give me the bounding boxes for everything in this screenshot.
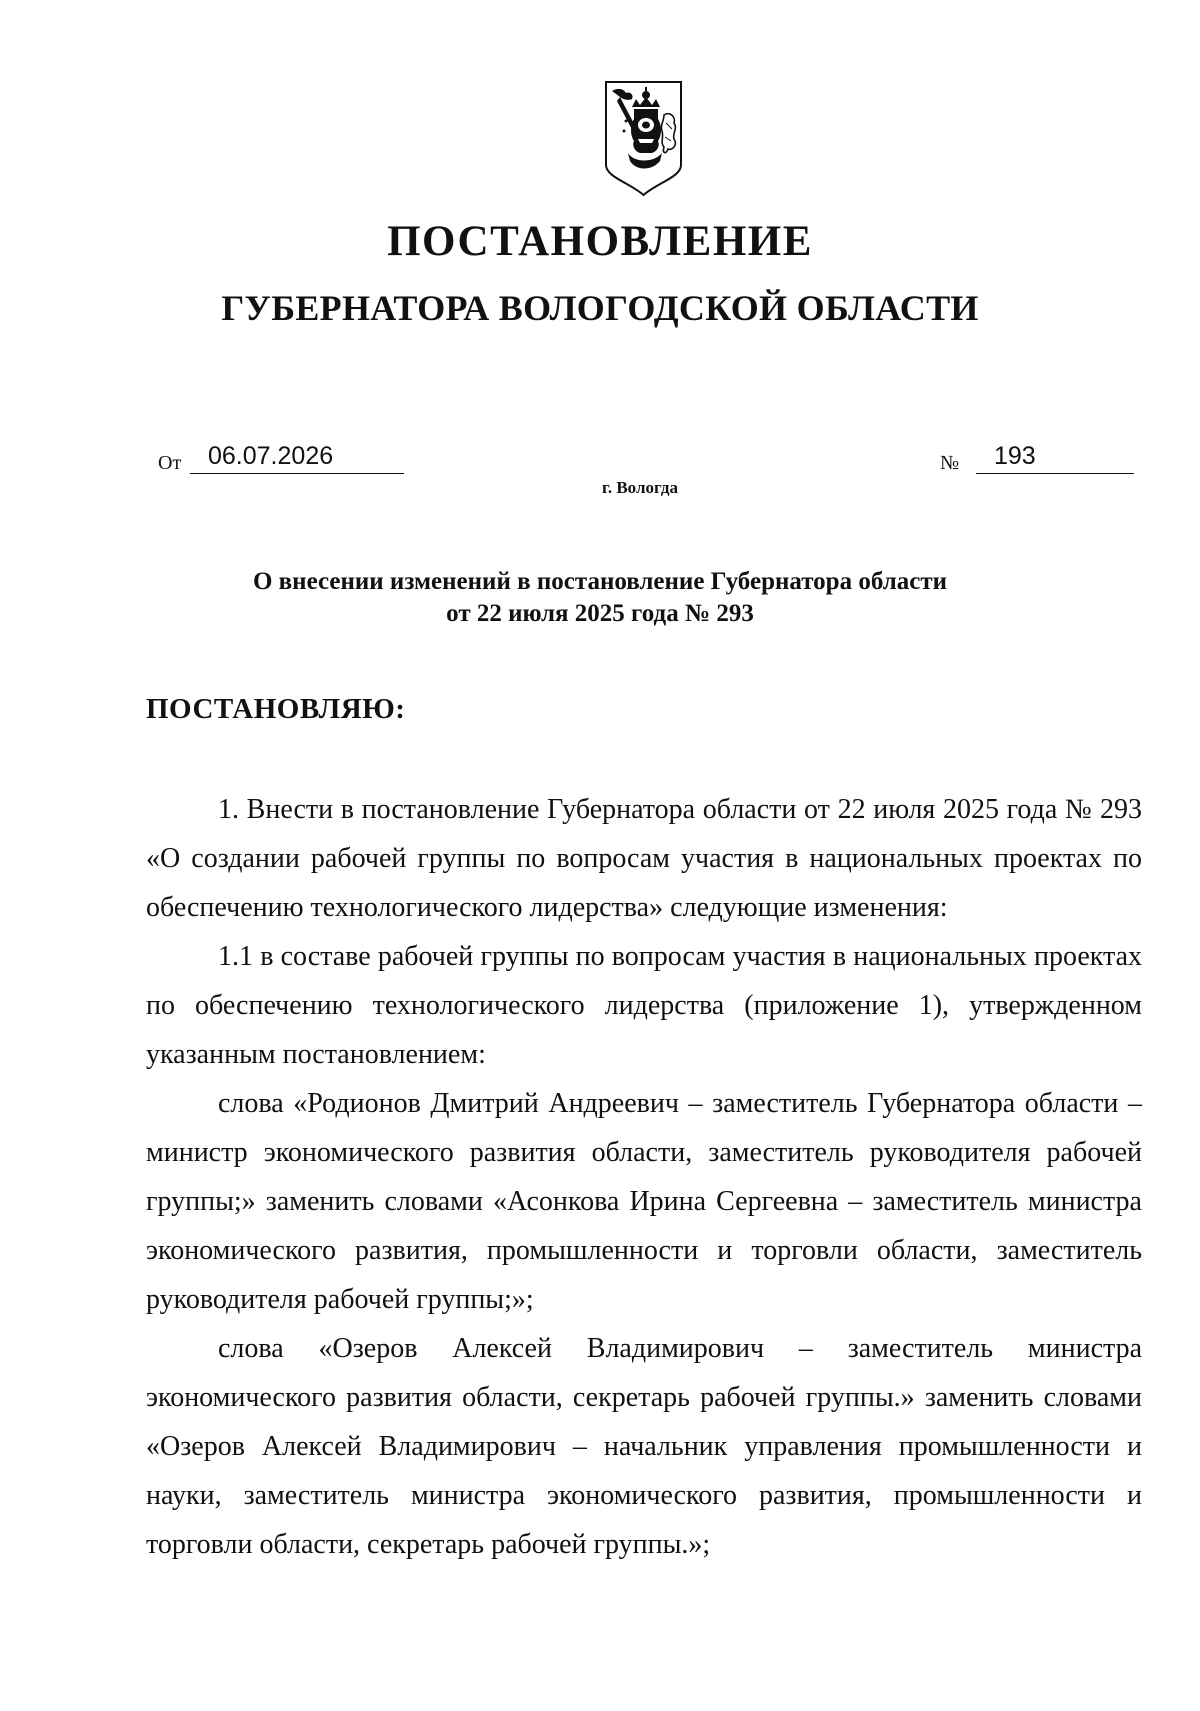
document-body [146, 785, 1142, 1569]
document-subtitle: ГУБЕРНАТОРА ВОЛОГОДСКОЙ ОБЛАСТИ [221, 288, 979, 328]
heading-line-2: от 22 июля 2025 года № 293 [446, 600, 754, 627]
paragraph-3: слова «Родионов Дмитрий Андреевич – заместитель Губернатора области – министр экономического развития области, заместитель руководителя рабочей группы;» заменить словами «Асонкова Ирина Сергеевна – заместитель министра экономического развития, промышленности и торговли области, заместитель руководителя рабочей группы;»; [146, 1088, 1142, 1315]
paragraph-4: слова «Озеров Алексей Владимирович – заместитель министра экономического развития области, секретарь рабочей группы.» заменить словами «Озеров Алексей Владимирович – начальник управления промышленности и науки, заместитель министра экономического развития, промышленности и торговли области, секретарь рабочей группы.»; [146, 1333, 1142, 1560]
document-title: ПОСТАНОВЛЕНИЕ [387, 218, 813, 265]
date-prefix: От [158, 452, 182, 474]
vologda-coat-of-arms-icon [602, 79, 685, 197]
city-label: г. Вологда [602, 478, 678, 497]
heading-line-1: О внесении изменений в постановление Губернатора области [252, 568, 948, 595]
date-value: 06.07.2026 [190, 440, 404, 474]
decree-word: ПОСТАНОВЛЯЮ: [146, 693, 406, 725]
paragraph-1: 1. Внести в постановление Губернатора области от 22 июля 2025 года № 293 «О создании рабочей группы по вопросам участия в национальных проектах по обеспечению технологического лидерства» следующие изменения: [146, 794, 1142, 923]
paragraph-2: 1.1 в составе рабочей группы по вопросам участия в национальных проектах по обеспечению технологического лидерства (приложение 1), утвержденном указанным постановлением: [146, 941, 1142, 1070]
number-prefix: № [940, 452, 960, 474]
number-value: 193 [976, 440, 1134, 474]
document-heading [0, 566, 1200, 630]
